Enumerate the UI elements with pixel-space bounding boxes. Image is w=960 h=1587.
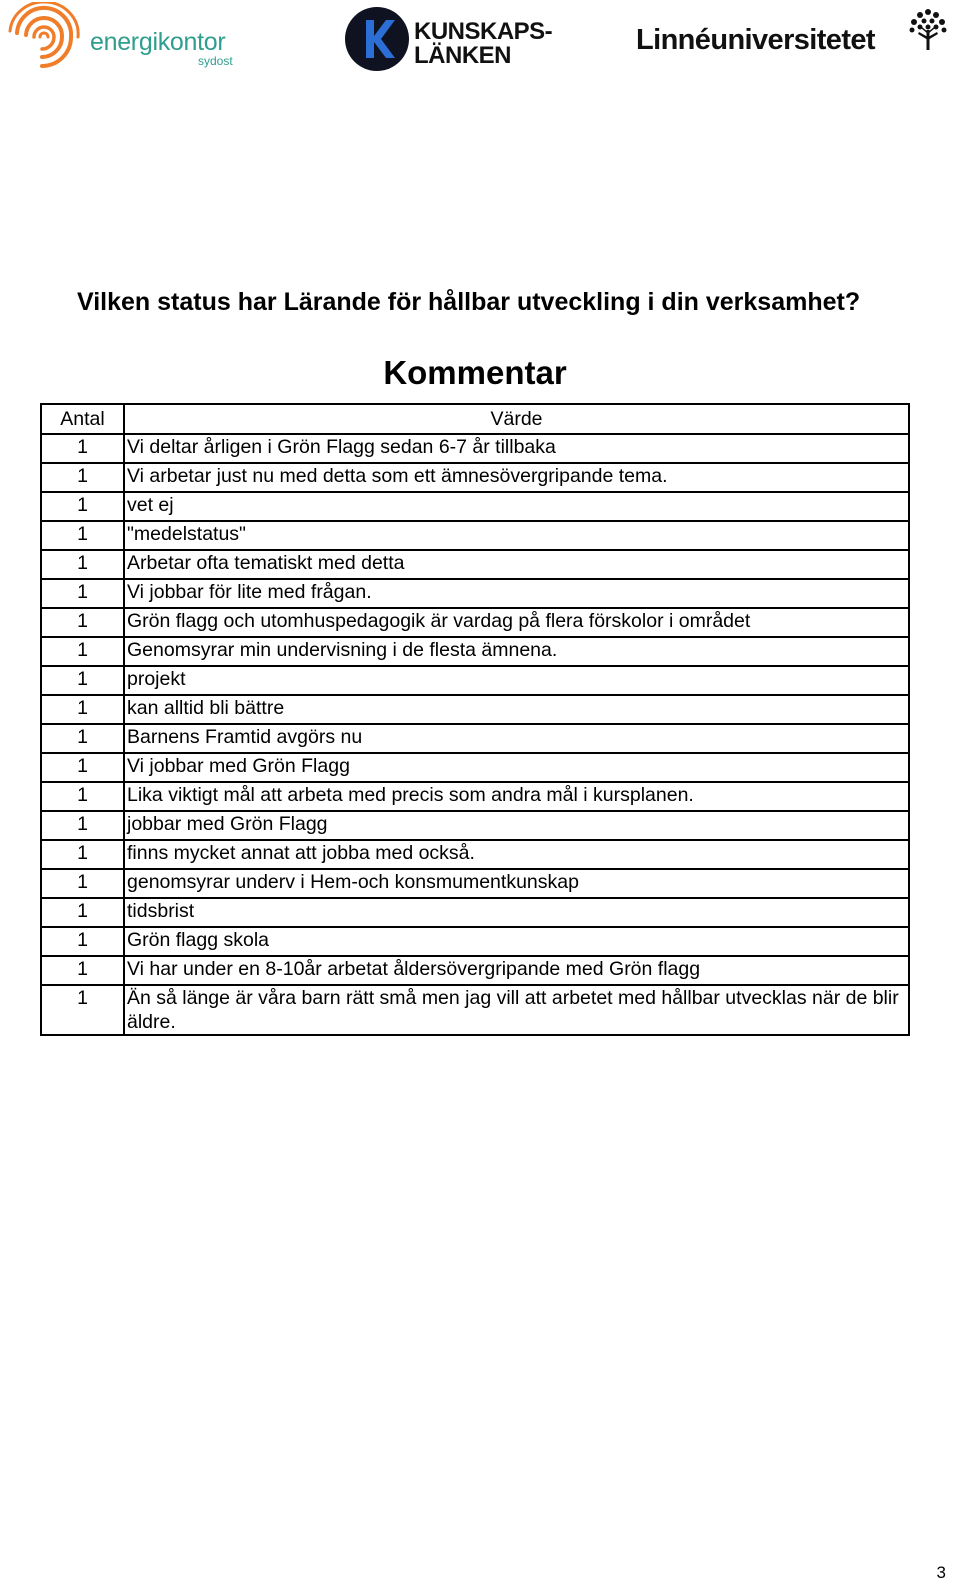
header-antal: Antal [41, 404, 124, 434]
table-row [41, 463, 909, 492]
table-row [41, 579, 909, 608]
question-heading: Vilken status har Lärande för hållbar utveckling i din verksamhet? [77, 288, 861, 316]
cell-antal: 1 [41, 753, 124, 782]
cell-antal: 1 [41, 637, 124, 666]
comments-table [40, 403, 910, 1036]
cell-antal: 1 [41, 724, 124, 753]
cell-antal: 1 [41, 579, 124, 608]
cell-varde: Än så länge är våra barn rätt små men jag vill att arbetet med hållbar utvecklas när de blir äldre. [124, 985, 909, 1035]
table-row [41, 956, 909, 985]
kunskapslanken-line1: KUNSKAPS- [414, 18, 553, 45]
cell-varde: genomsyrar underv i Hem-och konsmumentkunskap [124, 869, 909, 898]
cell-varde: Vi arbetar just nu med detta som ett ämnesövergripande tema. [124, 463, 909, 492]
table-row [41, 724, 909, 753]
table-row [41, 811, 909, 840]
table-row [41, 753, 909, 782]
table-row [41, 898, 909, 927]
page-number: 3 [936, 1563, 946, 1582]
cell-antal: 1 [41, 898, 124, 927]
cell-varde: Lika viktigt mål att arbeta med precis som andra mål i kursplanen. [124, 782, 909, 811]
kunskapslanken-line2: LÄNKEN [414, 42, 511, 69]
cell-varde: Barnens Framtid avgörs nu [124, 724, 909, 753]
cell-antal: 1 [41, 956, 124, 985]
table-header-row [41, 404, 909, 434]
cell-varde: kan alltid bli bättre [124, 695, 909, 724]
kunskapslanken-logo [344, 6, 553, 76]
table-row [41, 492, 909, 521]
cell-varde: Vi har under en 8-10år arbetat åldersövergripande med Grön flagg [124, 956, 909, 985]
k-circle-icon [344, 6, 410, 72]
table-row [41, 637, 909, 666]
cell-antal: 1 [41, 666, 124, 695]
cell-antal: 1 [41, 492, 124, 521]
cell-antal: 1 [41, 927, 124, 956]
cell-varde: Vi jobbar för lite med frågan. [124, 579, 909, 608]
table-row [41, 695, 909, 724]
linneuniversitetet-logo [636, 6, 954, 62]
cell-antal: 1 [41, 521, 124, 550]
header-varde: Värde [124, 404, 909, 434]
energikontor-wordmark: energikontor [90, 28, 226, 56]
energikontor-subtitle: sydost [198, 54, 233, 68]
linneuniversitetet-wordmark: Linnéuniversitetet [636, 24, 875, 56]
cell-varde: vet ej [124, 492, 909, 521]
table-row [41, 985, 909, 1035]
cell-antal: 1 [41, 695, 124, 724]
cell-varde: Grön flagg skola [124, 927, 909, 956]
cell-varde: tidsbrist [124, 898, 909, 927]
cell-antal: 1 [41, 811, 124, 840]
table-row [41, 869, 909, 898]
table-row [41, 927, 909, 956]
tree-icon [906, 6, 950, 54]
cell-varde: Genomsyrar min undervisning i de flesta ämnena. [124, 637, 909, 666]
table-row [41, 434, 909, 463]
table-row [41, 666, 909, 695]
table-row [41, 550, 909, 579]
table-row [41, 782, 909, 811]
energikontor-logo [6, 2, 246, 74]
cell-varde: Vi deltar årligen i Grön Flagg sedan 6-7 år tillbaka [124, 434, 909, 463]
table-row [41, 521, 909, 550]
table-row [41, 840, 909, 869]
section-title: Kommentar [383, 354, 567, 391]
cell-antal: 1 [41, 550, 124, 579]
cell-varde: Grön flagg och utomhuspedagogik är vardag på flera förskolor i området [124, 608, 909, 637]
cell-varde: Vi jobbar med Grön Flagg [124, 753, 909, 782]
cell-varde: Arbetar ofta tematiskt med detta [124, 550, 909, 579]
cell-antal: 1 [41, 869, 124, 898]
swirl-icon [6, 2, 82, 72]
table-row [41, 608, 909, 637]
cell-varde: finns mycket annat att jobba med också. [124, 840, 909, 869]
cell-antal: 1 [41, 985, 124, 1035]
cell-antal: 1 [41, 608, 124, 637]
cell-antal: 1 [41, 782, 124, 811]
cell-antal: 1 [41, 434, 124, 463]
cell-varde: projekt [124, 666, 909, 695]
cell-varde: jobbar med Grön Flagg [124, 811, 909, 840]
cell-varde: "medelstatus" [124, 521, 909, 550]
cell-antal: 1 [41, 840, 124, 869]
cell-antal: 1 [41, 463, 124, 492]
